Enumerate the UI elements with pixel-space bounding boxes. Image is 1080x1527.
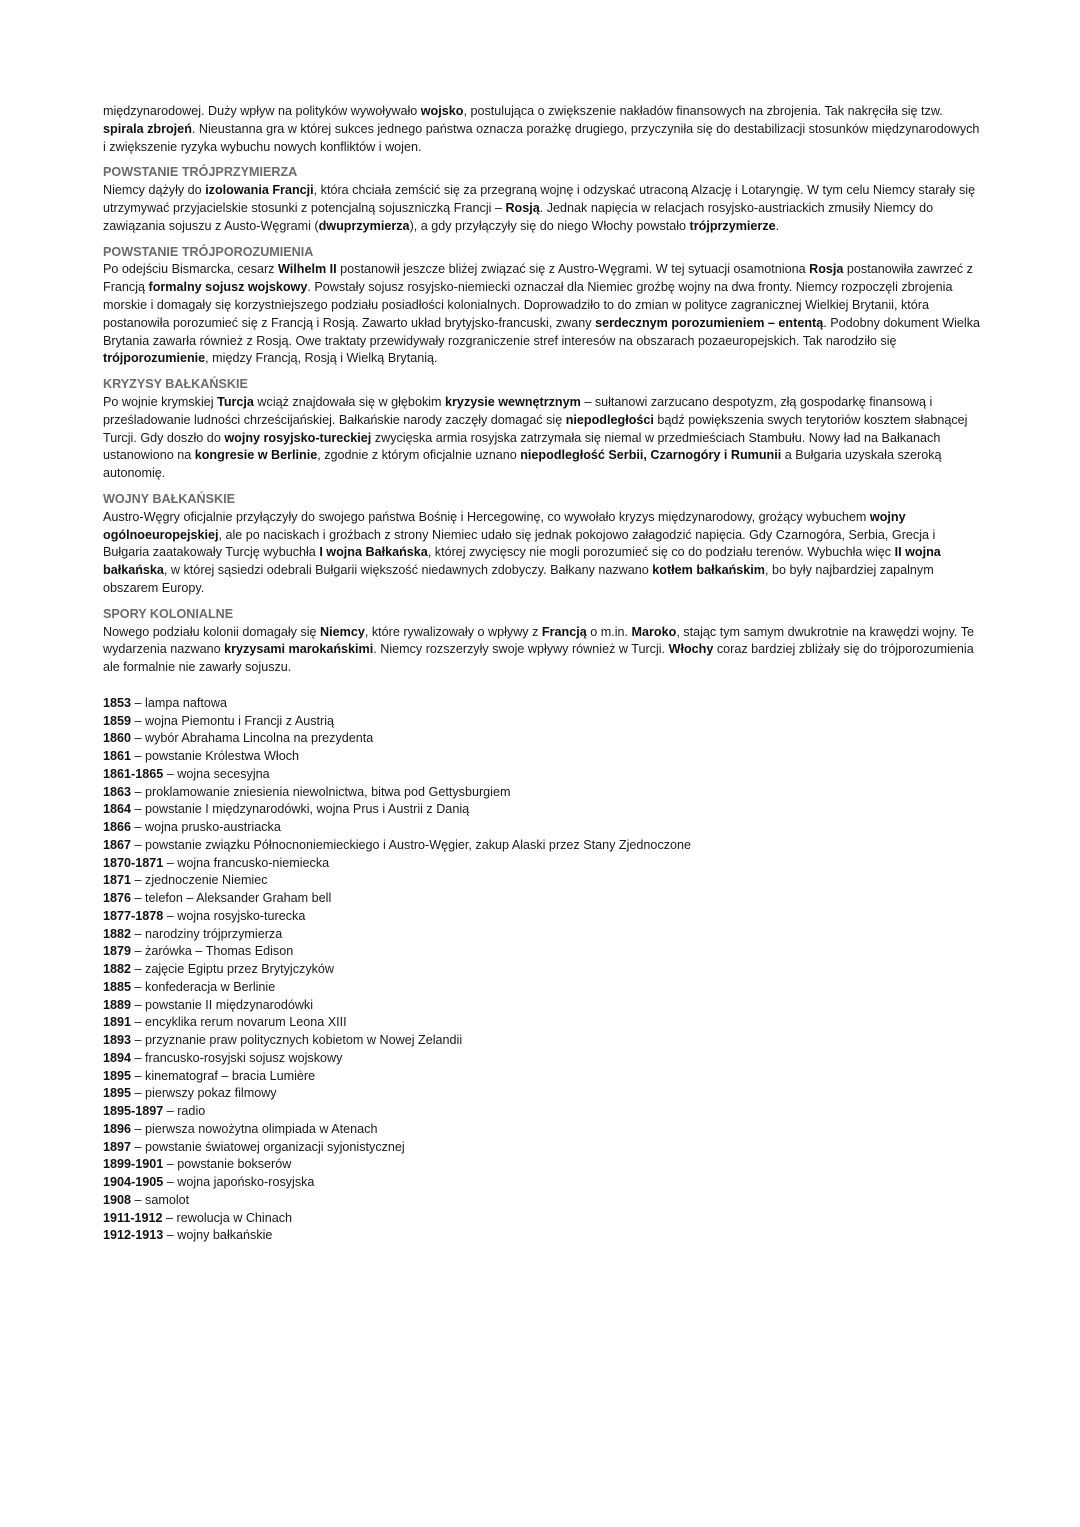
- section-paragraph: [103, 261, 983, 368]
- text-run: – sułtanowi zarzucano despotyzm, złą gospodarkę finansową i prześladowanie ludności chrześcijańskiej. Bałkańskie narody zaczęły domagać się: [103, 394, 933, 427]
- timeline-event: – przyznanie praw politycznych kobietom w Nowej Zelandii: [131, 1033, 463, 1048]
- timeline-event: – wojna rosyjsko-turecka: [163, 908, 306, 923]
- bold-term: wojsko: [420, 104, 464, 118]
- timeline-event: – zajęcie Egiptu przez Brytyjczyków: [131, 962, 335, 977]
- timeline-list: [103, 695, 983, 1245]
- text-run: bądź powiększenia swych terytoriów kosztem słabnącej Turcji. Gdy doszło do: [103, 412, 968, 445]
- bold-term: serdecznym porozumieniem – ententą: [595, 315, 824, 330]
- bold-term: niepodległość Serbii, Czarnogóry i Rumunii: [520, 448, 782, 463]
- bold-term: Rosją: [505, 200, 540, 215]
- timeline-year: 1859: [103, 713, 132, 728]
- text-run: , ale po naciskach i groźbach z strony Niemiec udało się jednak pokojowo załagodzić napięcia. Gdy Czarnogóra, Serbia, Grecja i Bułgaria zaatakowały Turcję wybuchła: [103, 527, 936, 560]
- timeline-year: 1863: [103, 784, 132, 799]
- section: [103, 244, 983, 369]
- text-run: Nowego podziału kolonii domagały się: [103, 624, 321, 639]
- text-run: , której zwycięscy nie mogli porozumieć się co do podziału terenów. Wybuchła więc: [427, 545, 895, 560]
- text-run: postanowiła zawrzeć z Francją: [103, 262, 973, 295]
- timeline-event: – wojna prusko-austriacka: [131, 820, 281, 835]
- timeline-event: – telefon – Aleksander Graham bell: [131, 891, 332, 906]
- timeline-item: [103, 1174, 983, 1192]
- section-paragraph: [103, 624, 983, 677]
- bold-term: I wojna Bałkańska: [319, 545, 428, 560]
- timeline-year: 1908: [103, 1192, 132, 1207]
- text-run: Niemcy dążyły do: [103, 183, 206, 198]
- timeline-event: – radio: [163, 1104, 206, 1119]
- timeline-item: [103, 801, 983, 819]
- timeline-year: 1877-1878: [103, 908, 164, 923]
- timeline-item: [103, 819, 983, 837]
- bold-term: kryzysie wewnętrznym: [445, 394, 581, 409]
- timeline-year: 1897: [103, 1139, 132, 1154]
- text-run: o m.in.: [586, 624, 632, 639]
- timeline-event: – francusko-rosyjski sojusz wojskowy: [131, 1050, 343, 1065]
- text-run: coraz bardziej zbliżały się do trójporozumienia ale formalnie nie zawarły sojuszu.: [103, 642, 974, 675]
- timeline-year: 1899-1901: [103, 1157, 164, 1172]
- timeline-year: 1912-1913: [103, 1228, 164, 1243]
- timeline-year: 1895: [103, 1086, 132, 1101]
- bold-term: II wojna bałkańska: [103, 545, 941, 578]
- section-heading: WOJNY BAŁKAŃSKIE: [103, 491, 236, 506]
- text-run: , która chciała zemścić się za przegraną wojnę i odzyskać utraconą Alzację i Lotaryngię. W tym celu Niemcy starały się utrzymywać przyjacielskie stosunki z potencjalną sojuszniczką Francji –: [103, 183, 976, 215]
- text-run: a Bułgaria uzyskała szeroką autonomię.: [103, 448, 942, 481]
- timeline-event: – wojna secesyjna: [163, 766, 270, 781]
- text-run: , zgodnie z którym oficjalnie uznano: [317, 448, 521, 463]
- timeline-item: [103, 695, 983, 713]
- text-run: , między Francją, Rosją i Wielką Brytanią.: [205, 351, 438, 366]
- timeline-item: [103, 1103, 983, 1121]
- timeline-year: 1860: [103, 731, 132, 746]
- timeline-year: 1864: [103, 802, 132, 817]
- timeline-item: [103, 837, 983, 855]
- timeline-item: [103, 997, 983, 1015]
- text-run: , bo były najbardziej zapalnym obszarem Europy.: [103, 563, 934, 595]
- text-run: , w której sąsiedzi odebrali Bułgarii większość niedawnych zdobyczy. Bałkany nazwano: [163, 563, 653, 578]
- timeline-year: 1870-1871: [103, 855, 164, 870]
- bold-term: Rosja: [809, 262, 844, 277]
- text-run: , które rywalizowały o wpływy z: [364, 624, 542, 639]
- bold-term: kongresie w Berlinie: [194, 448, 318, 463]
- bold-term: wojny ogólnoeuropejskiej: [103, 509, 906, 542]
- timeline-event: – powstanie bokserów: [163, 1157, 292, 1172]
- timeline-item: [103, 926, 983, 944]
- timeline-item: [103, 1014, 983, 1032]
- timeline-year: 1911-1912: [103, 1210, 163, 1225]
- timeline-event: – pierwsza nowożytna olimpiada w Atenach: [131, 1121, 378, 1136]
- text-run: . Nieustanna gra w której sukces jednego państwa oznacza porażkę drugiego, przyczyniła się do destabilizacji stosunków międzynarodowych i zwiększenie ryzyka wybuchu nowych konfliktów i wojen.: [103, 121, 980, 154]
- text-run: Austro-Węgry oficjalnie przyłączyły do swojego państwa Bośnię i Hercegowinę, co wywołało kryzys międzynarodowy, grożący wybuchem: [103, 509, 870, 524]
- timeline-item: [103, 730, 983, 748]
- section: [103, 164, 983, 235]
- bold-term: Włochy: [668, 642, 714, 657]
- timeline-event: – powstanie światowej organizacji syjonistycznej: [131, 1139, 405, 1154]
- timeline-year: 1893: [103, 1033, 132, 1048]
- section-heading: POWSTANIE TRÓJPOROZUMIENIA: [103, 244, 314, 259]
- section-heading: SPORY KOLONIALNE: [103, 606, 234, 621]
- timeline-event: – powstanie związku Północnoniemieckiego i Austro-Węgier, zakup Alaski przez Stany Zjednoczone: [131, 837, 692, 852]
- bold-term: wojny rosyjsko-tureckiej: [224, 430, 372, 445]
- text-run: ), a gdy przyłączyły się do niego Włochy powstało: [409, 218, 690, 233]
- timeline-item: [103, 1085, 983, 1103]
- text-run: . Jednak napięcia w relacjach rosyjsko-austriackich zmusiły Niemcy do zawiązania sojuszu z Austo-Węgrami (: [103, 200, 934, 233]
- timeline-year: 1867: [103, 837, 132, 852]
- timeline-item: [103, 784, 983, 802]
- text-run: zwycięska armia rosyjska zatrzymała się niemal w przedmieściach Stambułu. Nowy ład na Bałkanach ustanowiono na: [103, 430, 941, 463]
- bold-term: trójporozumienie: [103, 351, 206, 366]
- text-run: międzynarodowej. Duży wpływ na polityków wywoływało: [103, 104, 421, 118]
- section: [103, 376, 983, 483]
- section-heading: POWSTANIE TRÓJPRZYMIERZA: [103, 165, 298, 180]
- bold-term: Turcja: [217, 394, 254, 409]
- timeline-item: [103, 713, 983, 731]
- bold-term: Maroko: [631, 624, 677, 639]
- timeline-item: [103, 1050, 983, 1068]
- timeline-event: – powstanie II międzynarodówki: [131, 997, 314, 1012]
- timeline-event: – pierwszy pokaz filmowy: [131, 1086, 277, 1101]
- timeline-year: 1866: [103, 820, 132, 835]
- timeline-year: 1861: [103, 749, 132, 764]
- timeline-event: – wojna japońsko-rosyjska: [163, 1175, 315, 1190]
- timeline-item: [103, 961, 983, 979]
- timeline-item: [103, 872, 983, 890]
- text-run: , stając tym samym dwukrotnie na krawędzi wojny. Te wydarzenia nazwano: [103, 624, 975, 657]
- timeline-event: – wybór Abrahama Lincolna na prezydenta: [131, 731, 374, 746]
- timeline-item: [103, 766, 983, 784]
- timeline-event: – kinematograf – bracia Lumière: [131, 1068, 316, 1083]
- section-paragraph: [103, 182, 983, 235]
- timeline-year: 1882: [103, 962, 132, 977]
- timeline-year: 1879: [103, 944, 132, 959]
- timeline-event: – wojna Piemontu i Francji z Austrią: [131, 713, 335, 728]
- section-paragraph: [103, 394, 983, 483]
- timeline-event: – żarówka – Thomas Edison: [131, 944, 294, 959]
- timeline-event: – encyklika rerum novarum Leona XIII: [131, 1015, 347, 1030]
- timeline-year: 1853: [103, 695, 132, 710]
- section: [103, 606, 983, 677]
- text-run: . Powstały sojusz rosyjsko-niemiecki oznaczał dla Niemiec groźbę wojny na dwa fronty. Niemcy rozpoczęli zbrojenia morskie i domagały się korzystniejszego podziału posiadłości kolonialnych. Doprowadziło to do zmian w polityce zagranicznej Wielkiej Brytanii, która postanowiła porozumieć się z Francją i Rosją. Zawarto układ brytyjsko-francuski, zwany: [103, 280, 953, 330]
- timeline-item: [103, 979, 983, 997]
- text-run: , postulująca o zwiększenie nakładów finansowych na zbrojenia. Tak nakręciła się tzw.: [463, 104, 943, 118]
- timeline-event: – samolot: [131, 1192, 190, 1207]
- text-run: wciąż znajdowała się w głębokim: [253, 394, 446, 409]
- text-run: .: [775, 218, 780, 233]
- timeline-item: [103, 1068, 983, 1086]
- bold-term: izolowania Francji: [205, 183, 314, 198]
- bold-term: Francją: [541, 624, 587, 639]
- timeline-event: – proklamowanie zniesienia niewolnictwa, bitwa pod Gettysburgiem: [131, 784, 511, 799]
- timeline-event: – powstanie I międzynarodówki, wojna Prus i Austrii z Danią: [131, 802, 470, 817]
- timeline-event: – powstanie Królestwa Włoch: [131, 749, 300, 764]
- timeline-event: – zjednoczenie Niemiec: [131, 873, 268, 888]
- timeline-item: [103, 908, 983, 926]
- timeline-event: – konfederacja w Berlinie: [131, 979, 276, 994]
- timeline-year: 1861-1865: [103, 766, 164, 781]
- timeline-year: 1894: [103, 1050, 132, 1065]
- timeline-event: – lampa naftowa: [131, 695, 227, 710]
- bold-term: dwuprzymierza: [318, 218, 410, 233]
- bold-term: kotłem bałkańskim: [652, 563, 765, 578]
- timeline-year: 1889: [103, 997, 132, 1012]
- section-paragraph: [103, 509, 983, 598]
- timeline-item: [103, 943, 983, 961]
- timeline-item: [103, 1156, 983, 1174]
- timeline-event: – narodziny trójprzymierza: [131, 926, 283, 941]
- timeline-year: 1904-1905: [103, 1175, 164, 1190]
- timeline-year: 1891: [103, 1015, 132, 1030]
- timeline-year: 1895: [103, 1068, 132, 1083]
- timeline-item: [103, 1139, 983, 1157]
- bold-term: trójprzymierze: [689, 218, 776, 233]
- section: [103, 491, 983, 598]
- timeline-year: 1895-1897: [103, 1104, 164, 1119]
- bold-term: Niemcy: [320, 624, 365, 639]
- timeline-event: – wojny bałkańskie: [163, 1228, 273, 1243]
- intro-paragraph: [103, 103, 983, 156]
- timeline-item: [103, 1210, 983, 1228]
- bold-term: formalny sojusz wojskowy: [148, 280, 308, 295]
- timeline-year: 1876: [103, 891, 132, 906]
- sections: [103, 164, 983, 677]
- timeline-item: [103, 748, 983, 766]
- bold-term: spirala zbrojeń: [103, 121, 192, 136]
- timeline-event: – wojna francusko-niemiecka: [163, 855, 330, 870]
- timeline-year: 1871: [103, 873, 132, 888]
- timeline-event: – rewolucja w Chinach: [162, 1210, 293, 1225]
- document-page: [103, 103, 983, 1245]
- bold-term: niepodległości: [565, 412, 654, 427]
- timeline-item: [103, 1032, 983, 1050]
- timeline-item: [103, 1227, 983, 1245]
- timeline-item: [103, 1121, 983, 1139]
- timeline-year: 1885: [103, 979, 132, 994]
- timeline-year: 1882: [103, 926, 132, 941]
- timeline-year: 1896: [103, 1121, 132, 1136]
- timeline-item: [103, 890, 983, 908]
- section-heading: KRYZYSY BAŁKAŃSKIE: [103, 377, 248, 392]
- text-run: Po wojnie krymskiej: [103, 394, 218, 409]
- bold-term: Wilhelm II: [277, 262, 337, 277]
- timeline-item: [103, 1192, 983, 1210]
- timeline-item: [103, 855, 983, 873]
- text-run: postanowił jeszcze bliżej związać się z Austro-Węgrami. W tej sytuacji osamotniona: [336, 262, 810, 277]
- text-run: Po odejściu Bismarcka, cesarz: [103, 262, 278, 277]
- bold-term: kryzysami marokańskimi: [224, 642, 374, 657]
- text-run: . Podobny dokument Wielka Brytania zawarła również z Rosją. Owe traktaty przewidywały rozgraniczenie stref interesów na obszarach pozaeuropejskich. Tak narodziło się: [103, 315, 981, 348]
- text-run: . Niemcy rozszerzyły swoje wpływy również w Turcji.: [373, 642, 669, 657]
